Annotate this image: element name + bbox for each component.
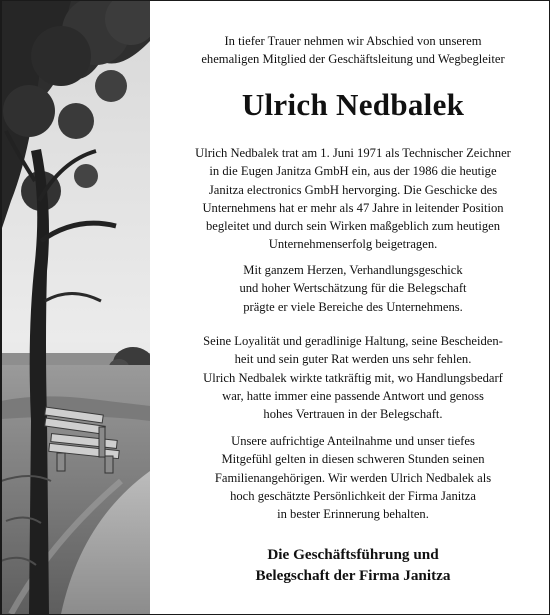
paragraph-condolence [159, 432, 547, 523]
paragraph-line: Seine Loyalität und geradlinige Haltung, seine Bescheiden- [203, 334, 503, 348]
intro-line: ehemaligen Mitglied der Geschäftsleitung und Wegbegleiter [201, 52, 505, 66]
paragraph-line: Familienangehörigen. Wir werden Ulrich Nedbalek als [214, 470, 492, 485]
tree-bench-photo [1, 1, 150, 614]
paragraph-line: hohes Vertrauen in der Belegschaft. [263, 407, 443, 422]
paragraph-line: heit und sein guter Rat werden uns sehr fehlen. [234, 352, 472, 367]
paragraph-line: Mit ganzem Herzen, Verhandlungsgeschick [243, 263, 463, 277]
paragraph-line: Unternehmenserfolg beigetragen. [268, 237, 438, 252]
paragraph-line: und hoher Wertschätzung für die Belegschaft [239, 281, 467, 296]
intro-text [159, 32, 547, 68]
paragraph-line: Ulrich Nedbalek trat am 1. Juni 1971 als Technischer Zeichner [195, 146, 511, 160]
signature-line: Die Geschäftsführung und [267, 546, 439, 563]
paragraph-line: begleitet und durch sein Wirken maßgeblich zum heutigen [205, 219, 501, 234]
intro-line: In tiefer Trauer nehmen wir Abschied von unserem [224, 34, 482, 48]
paragraph-line: Unternehmens hat er mehr als 47 Jahre in leitender Position [202, 200, 504, 215]
signature [159, 544, 547, 586]
paragraph-line: prägte er viele Bereiche des Unternehmens. [243, 299, 463, 314]
paragraph-career [159, 144, 547, 254]
paragraph-loyalty [159, 332, 547, 423]
paragraph-line: in die Eugen Janitza GmbH ein, aus der 1986 die heutige [209, 164, 497, 179]
paragraph-line: in bester Erinnerung behalten. [277, 507, 429, 522]
paragraph-line: Ulrich Nedbalek wirkte tatkräftig mit, wo Handlungsbedarf [203, 370, 503, 385]
paragraph-character [159, 261, 547, 316]
deceased-name: Ulrich Nedbalek [241, 87, 465, 122]
paragraph-line: war, hatte immer eine passende Antwort und genoss [222, 388, 484, 403]
paragraph-line: hoch geschätzte Persönlichkeit der Firma Janitza [230, 488, 476, 503]
signature-line: Belegschaft der Firma Janitza [255, 567, 451, 584]
paragraph-line: Janitza electronics GmbH hervorging. Die Geschicke des [208, 182, 498, 197]
paragraph-line: Mitgefühl gelten in diesen schweren Stunden seinen [221, 452, 485, 467]
paragraph-line: Unsere aufrichtige Anteilnahme und unser tiefes [231, 434, 475, 448]
